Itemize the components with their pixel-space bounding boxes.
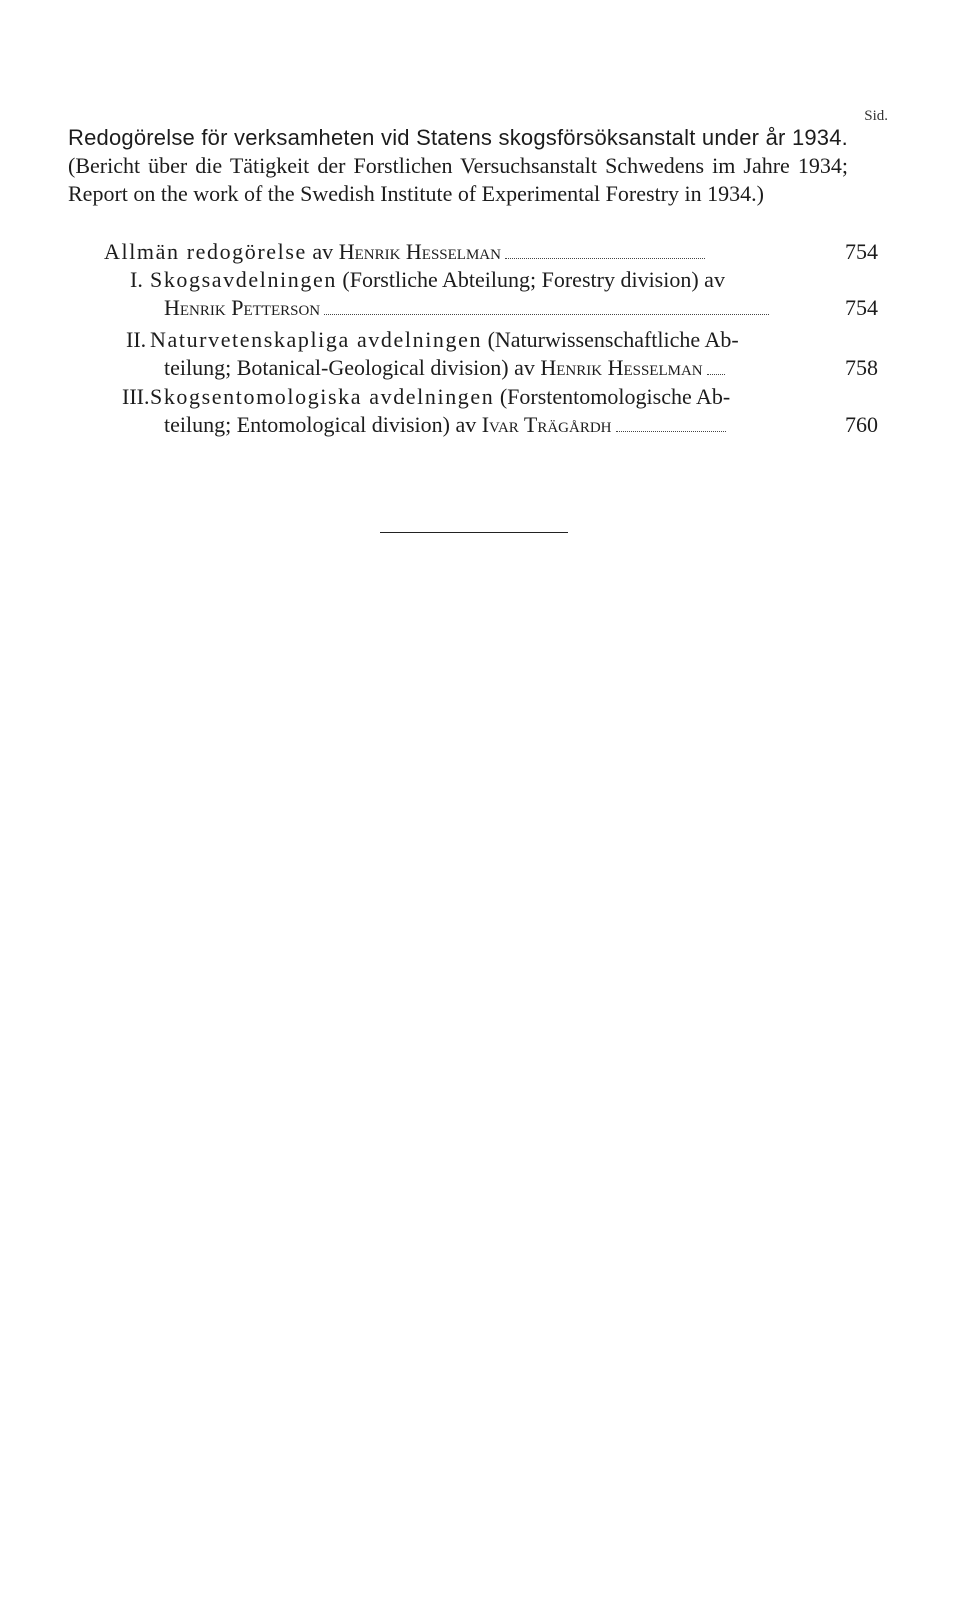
toc-entry-entomology: III. Skogsentomologiska avdelningen (Forstentomologische Ab- teilung; Entomological division) av Ivar Trägårdh 760 xyxy=(122,384,878,437)
entry-author: Henrik Petterson xyxy=(164,295,321,320)
entry-title: Allmän redogörelse xyxy=(104,239,307,264)
leader-dots xyxy=(505,257,705,259)
entry-author: Henrik Hesselman xyxy=(540,355,703,380)
entry-title: Naturvetenskapliga avdelningen xyxy=(150,327,483,352)
page-column-label: Sid. xyxy=(864,108,888,124)
entry-title: Skogsavdelningen xyxy=(150,267,337,292)
leader-dots xyxy=(707,373,725,375)
entry-numeral: III. xyxy=(122,384,150,409)
entry-author: Ivar Trägårdh xyxy=(481,412,612,437)
entry-page-number: 760 xyxy=(845,412,878,437)
entry-numeral: II. xyxy=(126,327,147,352)
heading-translation: (Bericht über die Tätigkeit der Forstlichen Versuchsanstalt Schwedens im Jahre 1934; Report on the work of the Swedish Institute of Experimental Forestry in 1934.) xyxy=(68,153,848,206)
toc-entry-general: Allmän redogörelse av Henrik Hesselman 754 xyxy=(104,239,878,264)
entry-title: Skogsentomologiska avdelningen xyxy=(150,384,495,409)
entry-numeral: I. xyxy=(130,267,143,292)
leader-dots xyxy=(324,313,769,315)
entry-page-number: 754 xyxy=(845,239,878,264)
toc-entry-forestry: I. Skogsavdelningen (Forstliche Abteilung; Forestry division) av Henrik Petterson 754 xyxy=(130,267,878,320)
entry-page-number: 754 xyxy=(845,295,878,320)
report-heading xyxy=(68,124,848,208)
entry-page-number: 758 xyxy=(845,355,878,380)
heading-title: Redogörelse för verksamheten vid Statens skogsförsöksanstalt under år 1934. xyxy=(68,125,848,150)
section-divider-rule xyxy=(380,532,568,533)
leader-dots xyxy=(616,430,726,432)
toc-entry-natural-science: II. Naturvetenskapliga avdelningen (Naturwissenschaftliche Ab- teilung; Botanical-Geological division) av Henrik Hesselman 758 xyxy=(126,327,878,380)
entry-author: Henrik Hesselman xyxy=(338,239,501,264)
